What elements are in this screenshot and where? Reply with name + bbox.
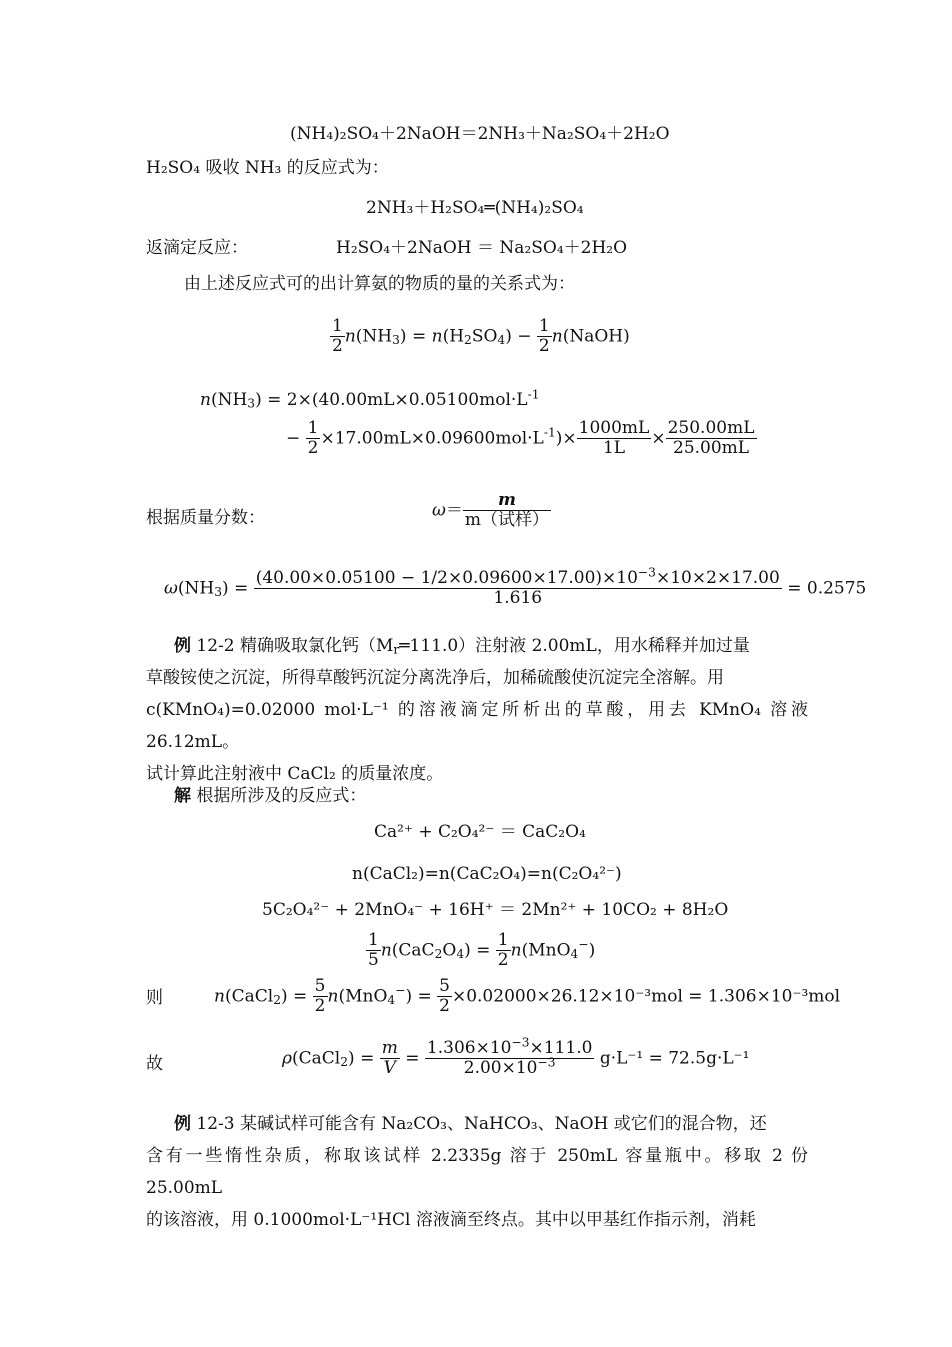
solution-intro [174,788,366,805]
relation-formula: $\frac{1}{2}$ $n(NH_3) = n(H_2SO_4)$ − $\frac{1}{2}$ n(NaOH) [332,316,630,356]
solution-label: 解 [174,786,191,806]
example-12-3 [146,1108,808,1236]
relation-intro: 由上述反应式可的出计算氨的物质的量的关系式为： [184,274,575,294]
example-12-2-line1b: ═111.0）注射液 2.00mL，用水稀释并加过量 [399,636,750,656]
absorb-label: H₂SO₄ 吸收 NH₃ 的反应式为： [146,158,389,178]
example-12-2-line4: 试计算此注射液中 CaCl₂ 的质量浓度。 [146,764,444,784]
mass-fraction-formula: ω＝ $\frac{m}{\text{m（试样）}}$ [432,490,549,530]
rho-result: g·L⁻¹ = 72.5g·L⁻¹ [599,1048,750,1069]
omega-nh3-formula: $\omega(NH_3)$ = $\frac{(40.00\times 0.05100 - 1/2\times 0.09600\times 17.00)\times 10^{-3}\times 10\times 2\times 17.00}{1.616}$ = 0.2575 [164,565,867,608]
n-nh3-line-2: − $\frac{1}{2}$ $\times 17.00mL\times 0.09600mol\cdot L^{-1})\times$ $\frac{1000mL}{1L}$ × $\frac{250.00mL}{25.00mL}$ [286,418,755,458]
example-12-2-line3: c(KMnO₄)=0.02000 mol·L⁻¹ 的溶液滴定所析出的草酸，用去 KMnO₄ 溶液 26.12mL。 [146,700,808,752]
example-12-3-line1: 12-3 某碱试样可能含有 Na₂CO₃、NaHCO₃、NaOH 或它们的混合物，还 [191,1114,767,1134]
equation-line-2: 2NH₃＋H₂SO₄═(NH₄)₂SO₄ [366,198,584,218]
example-12-2-line1: 12-2 精确吸取氯化钙（M [191,636,394,656]
solution-relation: $\frac{1}{5}$ $n(CaC_2O_4)$ = $\frac{1}{2}$ n(MnO$_4$−) [368,930,596,970]
example-12-3-line2: 含有一些惰性杂质，称取该试样 2.2335g 溶于 250mL 容量瓶中。移取 2 份 25.00mL [146,1146,808,1198]
example-12-2-label: 例 [174,636,191,656]
therefore-label: 故 [146,1054,163,1074]
n-cacl2-result: ×0.02000×26.12×10⁻³mol = 1.306×10⁻³mol [451,986,841,1007]
n-cacl2-formula: n(CaCl$_2$) = $\frac{5}{2}$ n(MnO$_4$−) = $\frac{5}{2}$ ×0.02000×26.12×10⁻³mol = 1.306×10⁻³mol [214,976,841,1016]
example-12-2-line2: 草酸铵使之沉淀，所得草酸钙沉淀分离洗净后，加稀硫酸使沉淀完全溶解。用 [146,668,724,688]
example-12-3-line3: 的该溶液，用 0.1000mol·L⁻¹HCl 溶液滴至终点。其中以甲基红作指示剂，消耗 [146,1210,756,1230]
solution-reaction-2: n(CaCl₂)=n(CaC₂O₄)=n(C₂O₄²⁻) [352,864,622,884]
then-label: 则 [146,988,163,1008]
mass-fraction-label: 根据质量分数： [146,508,265,528]
example-12-3-label: 例 [174,1114,191,1134]
equation-line-3: H₂SO₄＋2NaOH ＝ Na₂SO₄＋2H₂O [336,238,628,258]
mass-fraction-den: m（试样） [464,509,549,530]
solution-intro-text: 根据所涉及的反应式： [191,786,367,806]
equation-line-1: (NH₄)₂SO₄＋2NaOH＝2NH₃＋Na₂SO₄＋2H₂O [290,124,670,144]
example-12-2: 例 12-2 精确吸取氯化钙$(M_r═111.0)$注射液 2.00mL，用水稀释并加过量 草酸铵使之沉淀，所得草酸钙沉淀分离洗净后，加稀硫酸使沉淀完全溶解。用 c(KMnO₄)=0.02000 mol·L⁻¹ 的溶液滴定所析出的草酸，用去 KMnO₄ 溶液 26.12mL。 试计算此注射液中 CaCl₂ 的质量浓度。 [146,630,808,790]
rho-cacl2-formula: ρ(CaCl$_2$) = $\frac{m}{V}$ = $\frac{1.306\times 10^{-3}\times 111.0}{2.00\times 10^{-3}}$ g·L⁻¹ = 72.5g·L⁻¹ [282,1035,750,1078]
solution-reaction-1: Ca²⁺ + C₂O₄²⁻ ＝ CaC₂O₄ [374,822,586,842]
omega-result: = 0.2575 [787,578,867,599]
solution-reaction-3: 5C₂O₄²⁻ + 2MnO₄⁻ + 16H⁺ ＝ 2Mn²⁺ + 10CO₂ + 8H₂O [262,900,729,920]
n-nh3-line-1: $n(NH_3) = 2\times(40.00mL\times 0.05100mol\cdot L^{-1}$ [200,387,540,411]
back-titration-label: 返滴定反应： [146,238,248,258]
